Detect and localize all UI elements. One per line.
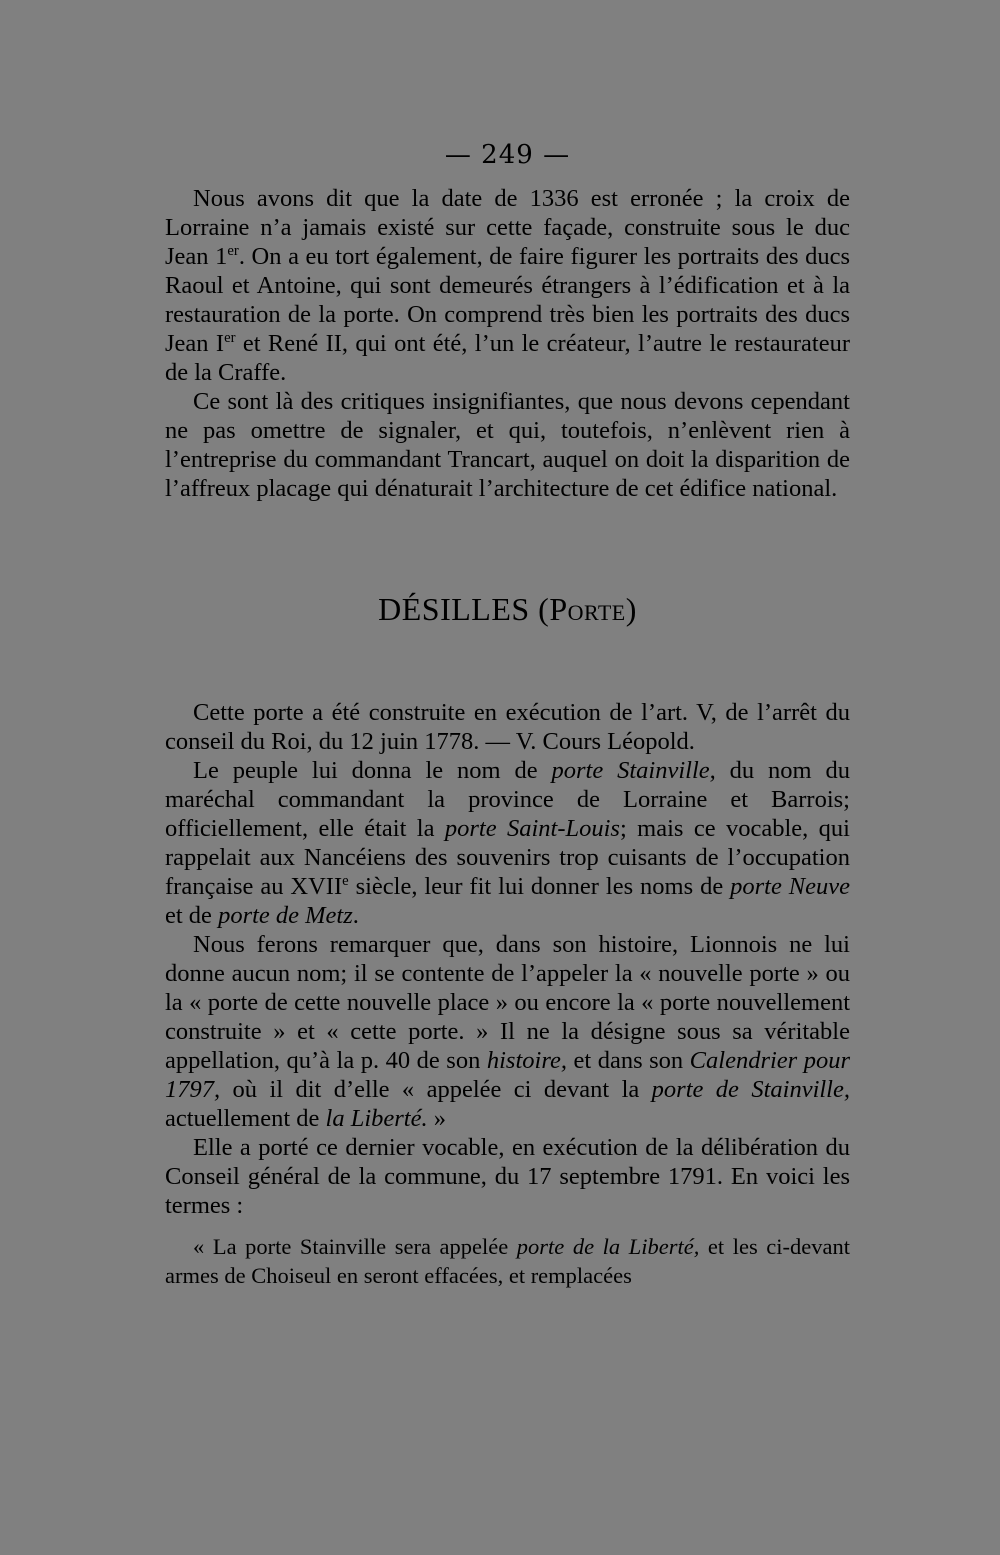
section-title-smallcaps: Porte xyxy=(549,591,626,627)
para4-sup: e xyxy=(342,872,349,889)
quote-text-1: « La porte Stainville sera appelée xyxy=(193,1234,517,1259)
para4-text-1: Le peuple lui donna le nom de xyxy=(193,757,552,784)
page-number: — 249 — xyxy=(444,140,571,170)
quote-text-2: et les ci-devant armes de Choiseul en seront effacées, et remplacées xyxy=(165,1234,851,1288)
page-content xyxy=(165,140,850,1290)
para1-text-3: et René II, qui ont été, l’un le créateur, l’autre le restaurateur de la Craffe. xyxy=(165,330,850,386)
para1-text-2: . On a eu tort également, de faire figurer les portraits des ducs Raoul et Antoine, qui sont demeurés étrangers à l’édification et à la restauration de la porte. On comprend très bien les portraits des ducs Jean I xyxy=(165,243,850,357)
quote-italic-1: porte de la Liberté, xyxy=(516,1234,700,1259)
para4-italic-3: porte Neuve xyxy=(730,873,851,900)
quote-paragraph xyxy=(165,1232,850,1290)
para4-text-2: du nom du maréchal commandant la province de Lorraine et Barrois; officiellement, elle était la xyxy=(165,757,850,842)
para5-text-4: actuellement de xyxy=(165,1105,326,1132)
para4-italic-1: porte Stainville, xyxy=(551,757,716,784)
para5-italic-4: la Liberté. xyxy=(325,1105,428,1132)
para1-sup-2: er xyxy=(224,329,236,346)
section-title-close: ) xyxy=(625,591,637,627)
paragraph-2: Ce sont là des critiques insignifiantes, que nous devons cependant ne pas omettre de signaler, et qui, toutefois, n’enlèvent rien à l’entreprise du commandant Trancart, auquel on doit la disparition de l’affreux placage qui dénaturait l’architecture de cet édifice national. xyxy=(165,388,850,502)
para1-sup-1: er xyxy=(227,242,239,259)
para4-italic-2: porte Saint-Louis xyxy=(444,815,620,842)
para5-italic-1: histoire, xyxy=(486,1047,567,1074)
para1-text-1: Nous avons dit que la date de 1336 est erronée ; la croix de Lorraine n’a jamais existé sur cette façade, construite sous le duc Jean 1 xyxy=(165,185,850,270)
para4-text-3: ; mais ce vocable, qui rappelait aux Nancéiens des souvenirs trop cuisants de l’occupation française au XVII xyxy=(165,815,850,900)
para4-text-4: siècle, leur fit lui donner les noms de xyxy=(348,873,731,900)
para5-italic-2: Calendrier pour 1797, xyxy=(165,1047,850,1103)
para4-text-6: . xyxy=(352,902,359,929)
section-title-main: DÉSILLES ( xyxy=(378,591,550,627)
paragraph-3: Cette porte a été construite en exécution de l’art. V, de l’arrêt du conseil du Roi, du 12 juin 1778. — V. Cours Léopold. xyxy=(165,699,850,755)
para4-italic-4: porte de Metz xyxy=(218,902,353,929)
para5-text-1: Nous ferons remarquer que, dans son histoire, Lionnois ne lui donne aucun nom; il se contente de l’appeler la « nouvelle porte » ou la « porte de cette nouvelle place » ou encore la « porte nouvellement construite » et « cette porte. » Il ne la désigne sous sa véritable appellation, qu’à la p. 40 de son xyxy=(165,931,850,1074)
para5-text-2: et dans son xyxy=(566,1047,690,1074)
paragraph-4 xyxy=(165,756,850,930)
paragraph-1 xyxy=(165,184,850,387)
para4-text-5: et de xyxy=(165,902,219,929)
section-title xyxy=(165,591,850,628)
para5-text-5: » xyxy=(427,1105,446,1132)
para5-text-3: où il dit d’elle « appelée ci devant la xyxy=(220,1076,652,1103)
paragraph-5 xyxy=(165,930,850,1133)
para5-italic-3: porte de Stainville, xyxy=(651,1076,850,1103)
paragraph-6: Elle a porté ce dernier vocable, en exécution de la délibération du Conseil général de la commune, du 17 septembre 1791. En voici les termes : xyxy=(165,1134,850,1219)
